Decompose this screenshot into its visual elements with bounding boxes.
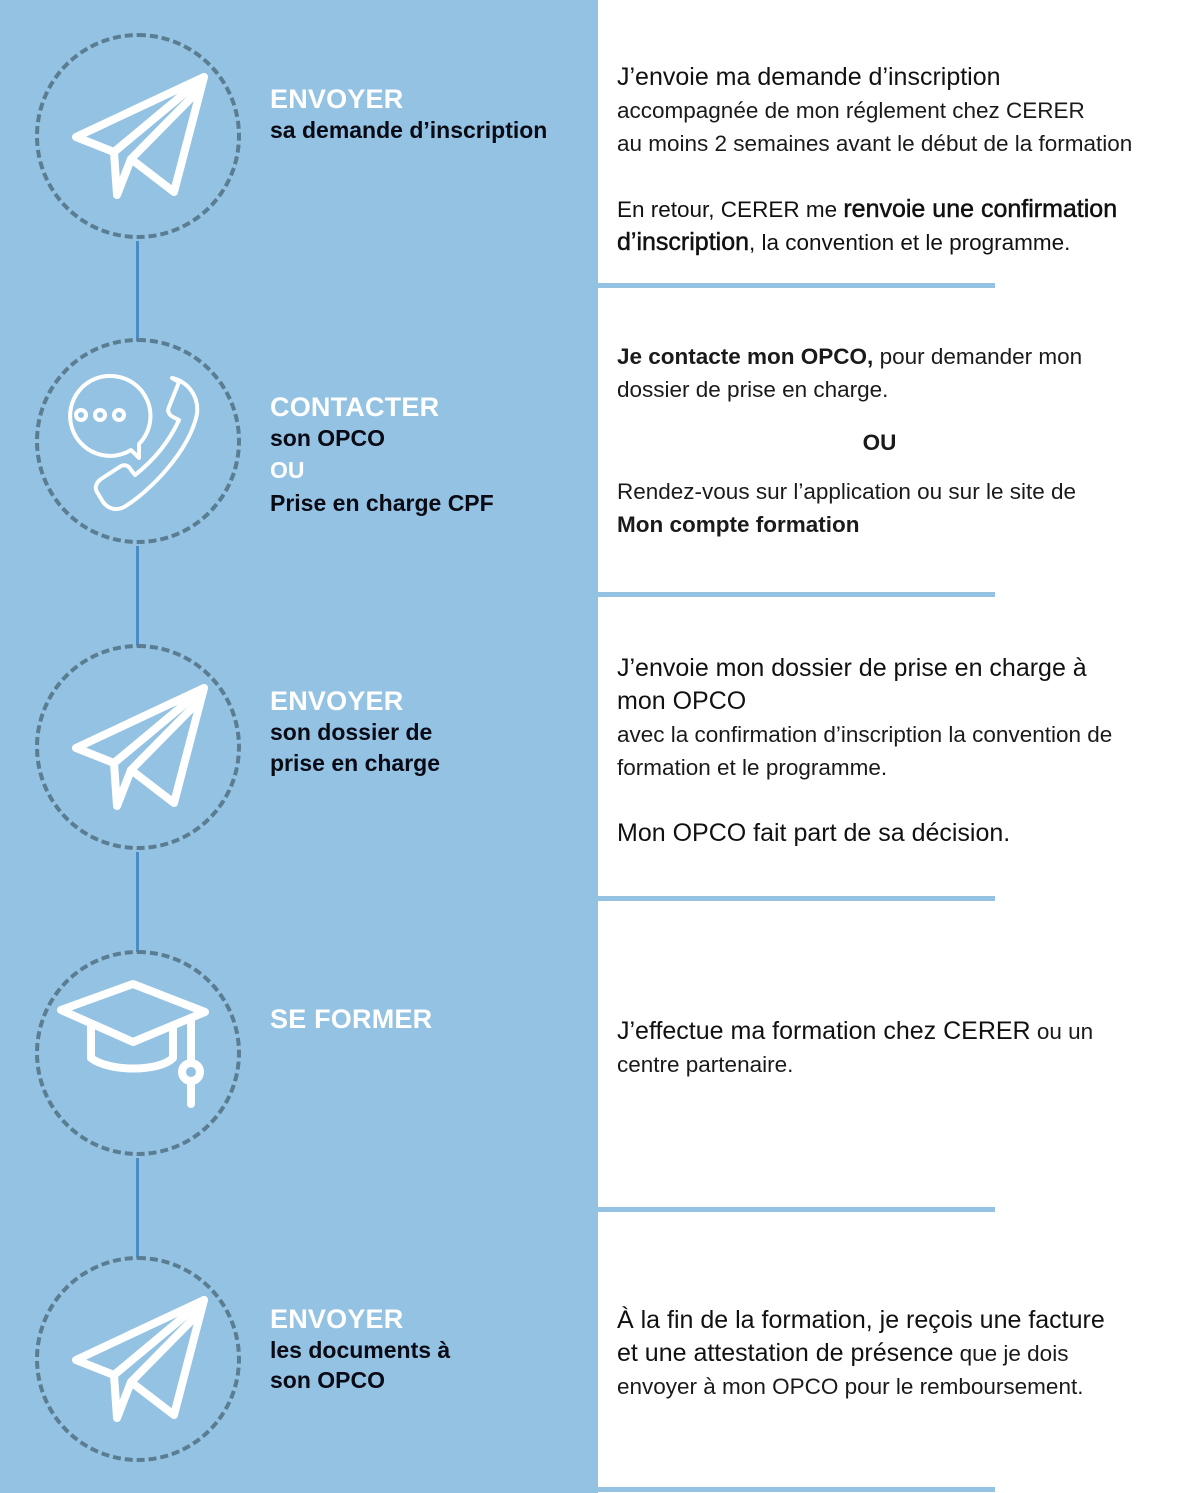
step-4-title: SE FORMER (270, 1004, 433, 1034)
step-2-subtitle-2: Prise en charge CPF (270, 490, 494, 516)
step-1-description (617, 61, 1192, 259)
step-5-desc-line3: envoyer à mon OPCO pour le remboursement. (617, 1374, 1084, 1399)
text-span: J’effectue ma formation chez CERER (617, 1017, 1031, 1045)
paper-plane-icon (39, 37, 237, 235)
step-1-desc-heading: J’envoie ma demande d’inscription (617, 63, 1001, 91)
step-5-subtitle-line2: son OPCO (270, 1367, 386, 1393)
step-3-desc-line1: J’envoie mon dossier de prise en charge à (617, 654, 1087, 682)
step-3-circle (35, 644, 241, 850)
step-1-desc-line: au moins 2 semaines avant le début de la formation (617, 131, 1133, 156)
step-5-desc-line1: À la fin de la formation, je reçois une facture (617, 1306, 1105, 1334)
step-3-desc-decision: Mon OPCO fait part de sa décision. (617, 819, 1011, 847)
divider (598, 592, 995, 597)
bold-span: Mon compte formation (617, 512, 860, 537)
connector-line (136, 852, 139, 952)
step-2-desc-line2: dossier de prise en charge. (617, 377, 889, 402)
step-3-desc-line2: mon OPCO (617, 687, 747, 715)
step-2-desc-line3: Rendez-vous sur l’application ou sur le site de (617, 479, 1076, 504)
phone-chat-icon (39, 342, 237, 540)
step-4-desc-line2: centre partenaire. (617, 1052, 794, 1077)
step-3-subtitle-line1: son dossier de (270, 719, 433, 745)
connector-line (136, 1158, 139, 1258)
step-5-description (617, 1304, 1192, 1403)
text-span: que je dois (953, 1341, 1069, 1366)
divider (598, 1207, 995, 1212)
text-span: pour demander mon (873, 344, 1083, 369)
divider (598, 896, 995, 901)
step-3-desc-line4: formation et le programme. (617, 755, 888, 780)
step-2-title: CONTACTER (270, 392, 440, 422)
step-5-subtitle-line1: les documents à (270, 1337, 451, 1363)
bold-span: d’inscription (617, 228, 750, 256)
step-3-title: ENVOYER (270, 686, 404, 716)
step-4-desc-line1 (617, 1015, 1192, 1048)
step-1-title: ENVOYER (270, 84, 404, 114)
paper-plane-icon (39, 648, 237, 846)
step-1-subtitle: sa demande d’inscription (270, 117, 548, 143)
step-4-description (617, 1015, 1192, 1081)
step-1-desc-para2 (617, 193, 1192, 226)
step-2-circle (35, 338, 241, 544)
step-5-desc-line2 (617, 1337, 1192, 1370)
step-3-description (617, 652, 1192, 850)
divider (598, 283, 995, 288)
graduation-cap-icon (39, 954, 237, 1152)
step-2-description (617, 340, 1192, 541)
step-1-circle (35, 33, 241, 239)
step-3-subtitle-line2: prise en charge (270, 750, 441, 776)
step-3-desc-line3: avec la confirmation d’inscription la convention de (617, 722, 1113, 747)
connector-line (136, 241, 139, 341)
text-span: En retour, CERER me (617, 197, 844, 222)
step-1-desc-line: accompagnée de mon réglement chez CERER (617, 98, 1085, 123)
bold-span: renvoie une confirmation (843, 195, 1118, 223)
step-4-circle (35, 950, 241, 1156)
step-5-title: ENVOYER (270, 1304, 404, 1334)
step-5-circle (35, 1256, 241, 1462)
text-span: ou un (1030, 1019, 1094, 1044)
step-2-desc-line4 (617, 508, 1192, 541)
text-span: , la convention et le programme. (749, 230, 1071, 255)
step-2-desc-line1 (617, 340, 1192, 373)
step-2-or: OU (270, 457, 305, 483)
step-1-desc-para2-cont (617, 226, 1192, 259)
bold-span: Je contacte mon OPCO, (617, 344, 874, 369)
paper-plane-icon (39, 1260, 237, 1458)
step-2-subtitle: son OPCO (270, 425, 386, 451)
divider (598, 1487, 995, 1492)
text-span: et une attestation de présence (617, 1339, 954, 1367)
connector-line (136, 546, 139, 646)
step-2-desc-or: OU (862, 430, 897, 455)
